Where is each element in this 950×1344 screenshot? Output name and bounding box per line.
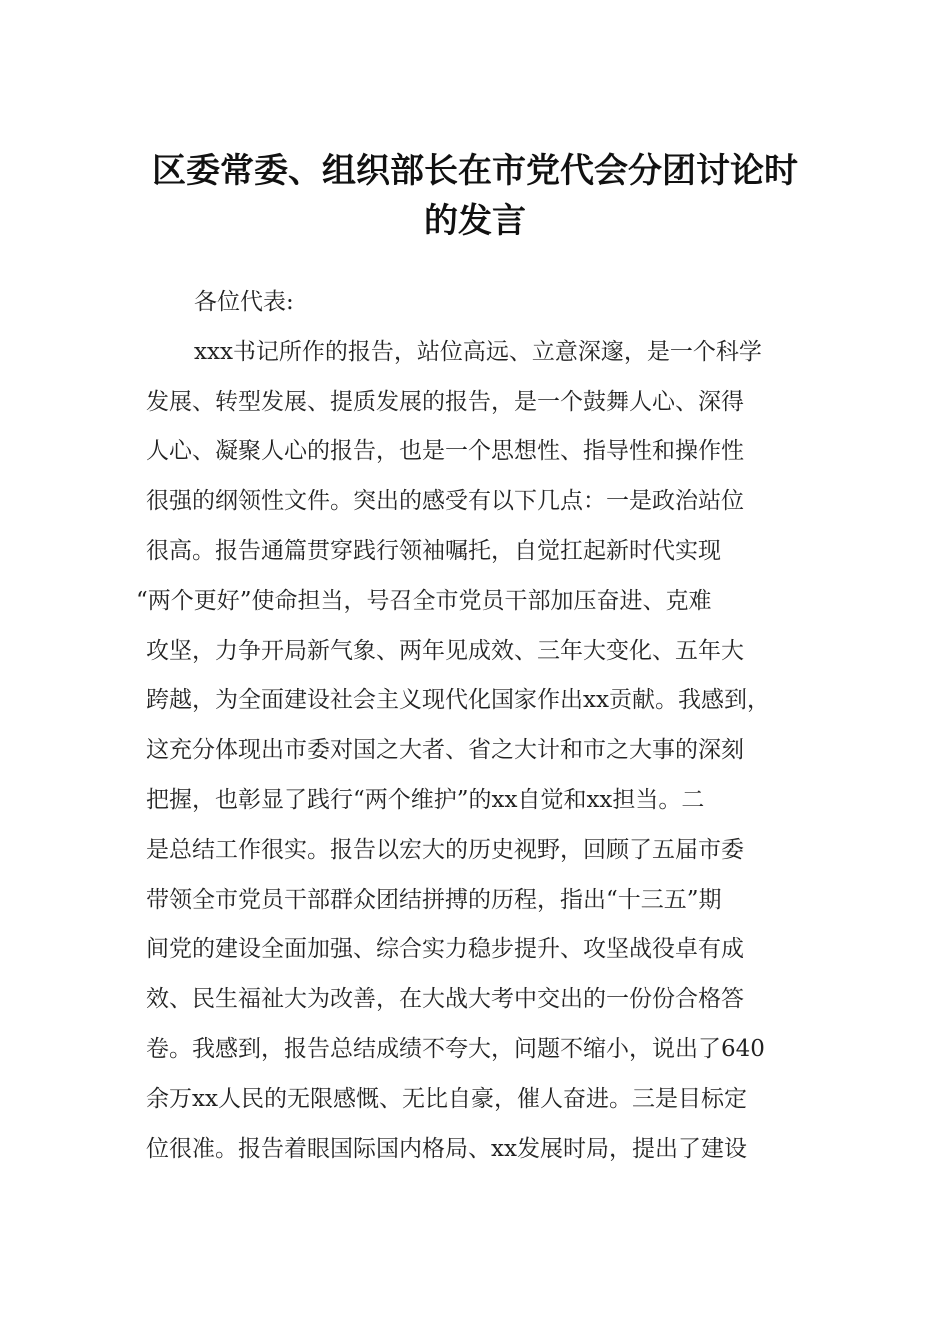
body-line: 间党的建设全面加强、综合实力稳步提升、攻坚战役卓有成 — [146, 936, 744, 963]
body-line: 很高。报告通篇贯穿践行领袖嘱托，自觉扛起新时代实现 — [146, 537, 721, 564]
body-line: 跨越，为全面建设社会主义现代化国家作出xx贡献。我感到， — [146, 687, 770, 714]
salutation: 各位代表: — [194, 289, 294, 315]
body-line: 位很准。报告着眼国际国内格局、xx发展时局，提出了建设 — [146, 1135, 747, 1162]
body-line: 攻坚，力争开局新气象、两年见成效、三年大变化、五年大 — [146, 637, 744, 664]
body-line: “两个更好”使命担当，号召全市党员干部加压奋进、克难 — [136, 587, 712, 614]
body-line: 是总结工作很实。报告以宏大的历史视野，回顾了五届市委 — [146, 836, 744, 863]
body-line: 带领全市党员干部群众团结拼搏的历程，指出“十三五”期 — [146, 886, 722, 913]
body-line: 这充分体现出市委对国之大者、省之大计和市之大事的深刻 — [146, 737, 744, 764]
body-line: 把握，也彰显了践行“两个维护”的xx自觉和xx担当。二 — [146, 786, 705, 813]
title-line-2: 的发言 — [424, 201, 526, 241]
document-body — [136, 278, 816, 1174]
body-line: 效、民生福祉大为改善，在大战大考中交出的一份份合格答 — [146, 986, 744, 1013]
body-line: 发展、转型发展、提质发展的报告，是一个鼓舞人心、深得 — [146, 388, 744, 415]
body-line: 卷。我感到，报告总结成绩不夸大，问题不缩小，说出了640 — [146, 1035, 765, 1062]
body-line: 余万xx人民的无限感慨、无比自豪，催人奋进。三是目标定 — [146, 1085, 747, 1112]
page-title — [120, 146, 830, 246]
body-line: 很强的纲领性文件。突出的感受有以下几点：一是政治站位 — [146, 488, 744, 515]
body-line: xxx书记所作的报告，站位高远、立意深邃，是一个科学 — [194, 338, 762, 365]
body-line: 人心、凝聚人心的报告，也是一个思想性、指导性和操作性 — [146, 438, 744, 465]
title-line-1: 区委常委、组织部长在市党代会分团讨论时 — [152, 151, 798, 191]
